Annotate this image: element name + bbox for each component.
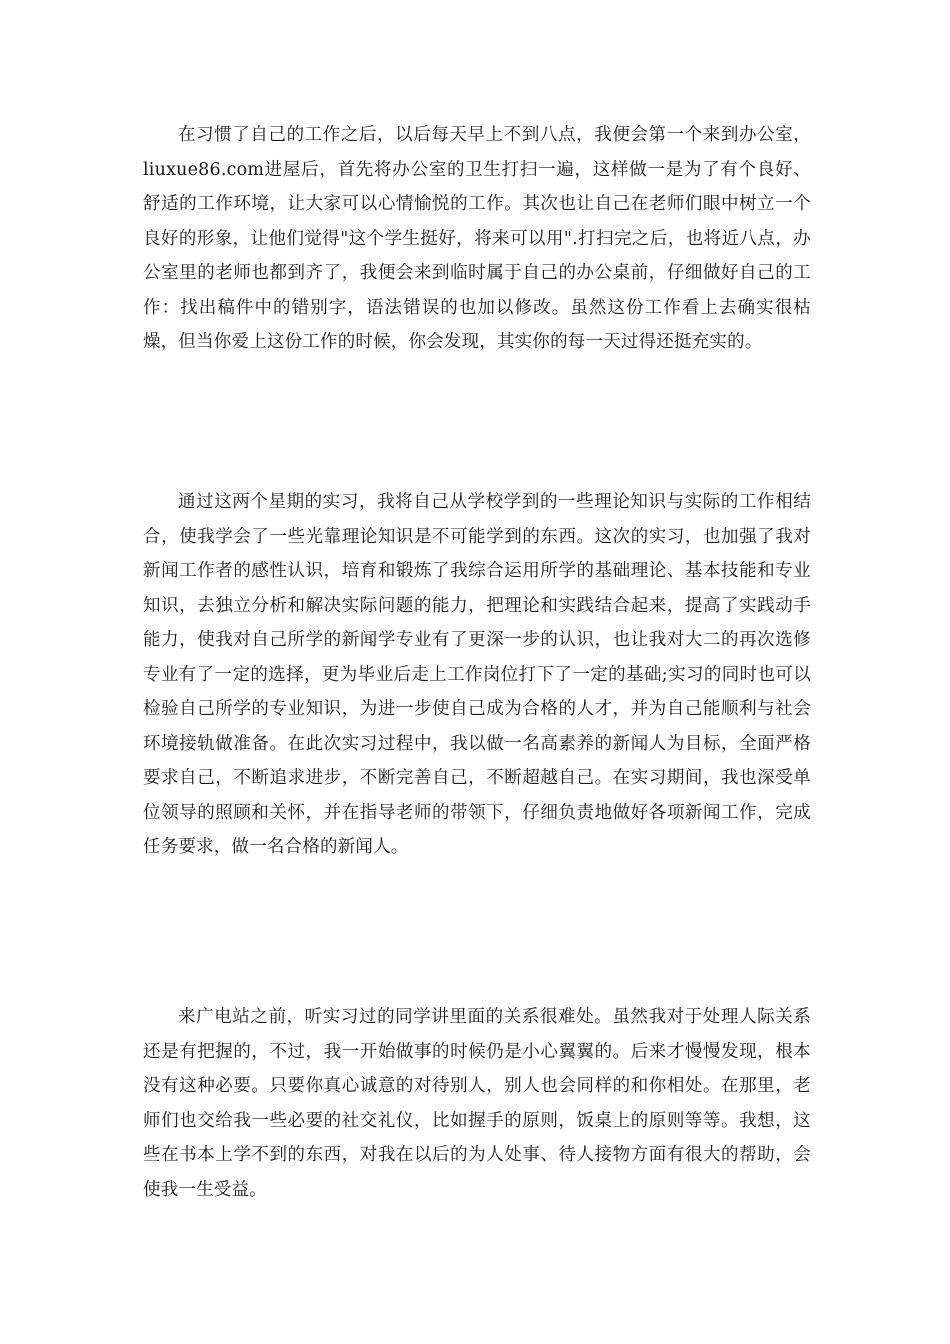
paragraph-relationships: 来广电站之前，听实习过的同学讲里面的关系很难处。虽然我对于处理人际关系还是有把握的，不过，我一开始做事的时候仍是小心翼翼的。后来才慢慢发现，根本没有这种必要。只要你真心诚意的对待别人，别人也会同样的和你相处。在那里，老师们也交给我一些必要的社交礼仪，比如握手的原则，饭桌上的原则等等。我想，这些在书本上学不到的东西，对我在以后的为人处事、待人接物方面有很大的帮助，会使我一生受益。 xyxy=(143,1007,811,1200)
paragraph-internship-gains: 通过这两个星期的实习，我将自己从学校学到的一些理论知识与实际的工作相结合，使我学会了一些光靠理论知识是不可能学到的东西。这次的实习，也加强了我对新闻工作者的感性认识，培育和锻炼了我综合运用所学的基础理论、基本技能和专业知识，去独立分析和解决实际问题的能力，把理论和实践结合起来，提高了实践动手能力，使我对自己所学的新闻学专业有了更深一步的认识，也让我对大二的再次选修专业有了一定的选择，更为毕业后走上工作岗位打下了一定的基础;实习的同时也可以检验自己所学的专业知识，为进一步使自己成为合格的人才，并为自己能顺利与社会环境接轨做准备。在此次实习过程中，我以做一名高素养的新闻人为目标，全面严格要求自己，不断追求进步，不断完善自己，不断超越自己。在实习期间，我也深受单位领导的照顾和关怀，并在指导老师的带领下，仔细负责地做好各项新闻工作，完成任务要求，做一名合格的新闻人。 xyxy=(143,492,811,857)
paragraph-daily-routine: 在习惯了自己的工作之后，以后每天早上不到八点，我便会第一个来到办公室，liuxue86.com进屋后，首先将办公室的卫生打扫一遍，这样做一是为了有个良好、舒适的工作环境，让大家可以心情愉悦的工作。其次也让自己在老师们眼中树立一个良好的形象，让他们觉得"这个学生挺好，将来可以用".打扫完之后，也将近八点，办公室里的老师也都到齐了，我便会来到临时属于自己的办公桌前，仔细做好自己的工作：找出稿件中的错别字，语法错误的也加以修改。虽然这份工作看上去确实很枯燥，但当你爱上这份工作的时候，你会发现，其实你的每一天过得还挺充实的。 xyxy=(143,125,811,352)
